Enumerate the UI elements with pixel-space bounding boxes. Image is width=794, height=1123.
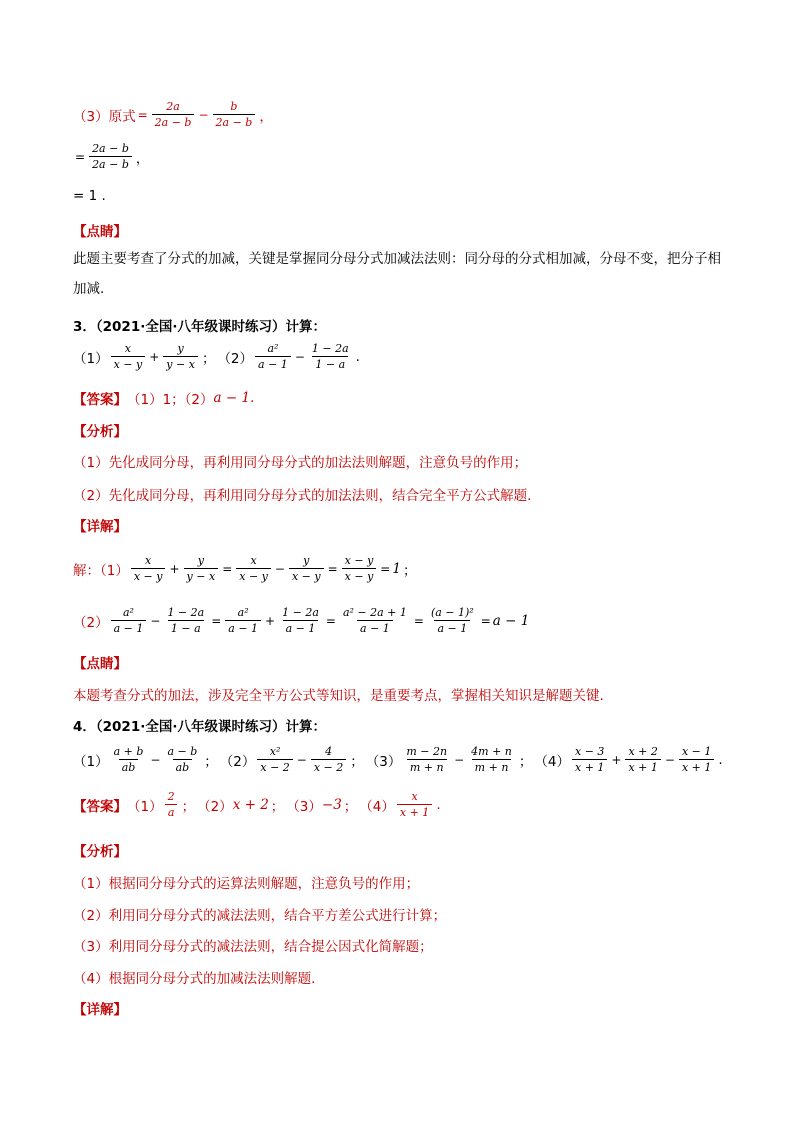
denominator: ab	[119, 759, 139, 774]
period: .	[355, 348, 360, 365]
equals-sign: =	[75, 149, 86, 164]
fraction	[164, 606, 207, 635]
denominator: 2a − b	[213, 114, 256, 129]
equals-sign: =	[137, 107, 148, 122]
numerator: b	[230, 100, 238, 113]
step-3-line-2	[73, 142, 151, 171]
question-4-answer	[73, 790, 443, 819]
denominator: y − x	[184, 568, 219, 583]
numerator: 2a − b	[92, 142, 129, 155]
semicolon: ；	[518, 753, 533, 770]
plus-sign: +	[149, 349, 160, 364]
question-3-analysis-heading	[73, 420, 127, 440]
denominator: a − 1	[111, 620, 147, 635]
fraction	[131, 554, 166, 583]
fraction	[184, 554, 219, 583]
numerator: a²	[267, 342, 279, 355]
question-3-analysis-2: （2）先化成同分母，再利用同分母分式的加法法则，结合完全平方公式解题.	[73, 488, 532, 504]
fraction	[165, 790, 178, 819]
denominator: a − 1	[283, 620, 319, 635]
fraction	[625, 745, 660, 774]
numerator: x − 1	[681, 745, 712, 758]
semicolon: ；	[350, 753, 364, 770]
numerator: a²	[123, 606, 134, 619]
question-4-analysis-3: （3）利用同分母分式的减法法则，结合提公因式化简解题；	[73, 939, 433, 955]
denominator: y − x	[163, 356, 198, 371]
period: .	[250, 390, 255, 406]
section-label: 【详解】	[73, 519, 127, 535]
fraction	[255, 342, 291, 371]
solution-label: （2）	[73, 614, 109, 631]
section-label: 【点睛】	[73, 224, 127, 240]
denominator: 2a − b	[152, 114, 195, 129]
plus-sign: +	[265, 613, 276, 628]
minus-sign: −	[294, 349, 305, 364]
fraction	[468, 745, 515, 774]
item-label: （4）	[534, 753, 570, 770]
minus-sign: −	[198, 107, 209, 122]
semicolon: ；	[402, 562, 417, 579]
semicolon: ；	[204, 753, 218, 770]
semicolon: ；	[181, 798, 196, 815]
fraction	[403, 745, 450, 774]
denominator: x − y	[342, 568, 377, 583]
fraction	[679, 745, 714, 774]
denominator: ab	[173, 759, 193, 774]
denominator: a	[165, 804, 178, 819]
answer-expression: a − 1	[213, 390, 251, 406]
solution-label: 解：（1）	[73, 562, 129, 579]
semicolon: ；	[270, 798, 285, 815]
section-label: 【点睛】	[73, 656, 127, 672]
question-4-analysis-4: （4）根据同分母分式的加减法法则解题.	[73, 971, 316, 987]
plus-sign: +	[169, 561, 180, 576]
denominator: 2a − b	[89, 156, 132, 171]
fraction	[311, 745, 346, 774]
result-value: a − 1	[492, 612, 530, 629]
numerator: a²	[237, 606, 249, 619]
equals-sign: =	[380, 561, 391, 576]
fraction	[572, 745, 607, 774]
item-label: （2）	[197, 798, 233, 815]
fraction	[309, 342, 352, 371]
item-label: （2）	[219, 753, 256, 770]
numerator: 1 − 2a	[282, 606, 319, 619]
period: .	[436, 796, 441, 813]
step-3-line-1	[73, 100, 275, 129]
fraction	[164, 745, 200, 774]
fraction	[342, 554, 377, 583]
item-label: （1）	[127, 798, 163, 815]
question-3-analysis-1: （1）先化成同分母，再利用同分母分式的加法法则解题，注意负号的作用；	[73, 455, 528, 471]
numerator: x	[250, 554, 257, 567]
numerator: y	[303, 554, 310, 567]
dianjing-paragraph-2: 本题考查分式的加法，涉及完全平方公式等知识，是重要考点，掌握相关知识是解题关键.	[73, 688, 604, 704]
fraction	[152, 100, 195, 129]
item-label: （4）	[359, 798, 395, 815]
equals-sign: =	[413, 613, 424, 628]
fraction	[111, 745, 147, 774]
step-label: （3）原式	[73, 108, 136, 125]
denominator: x + 1	[572, 759, 607, 774]
answer-text: （1）1；（2）	[127, 392, 214, 408]
denominator: a − 1	[255, 356, 291, 371]
denominator: m + n	[472, 759, 512, 774]
minus-sign: −	[274, 561, 285, 576]
item-label: （1）	[73, 350, 109, 367]
numerator: m − 2n	[406, 745, 448, 758]
question-3-title: 3．（2021·全国·八年级课时练习）计算：	[73, 319, 326, 335]
semicolon: ；	[343, 798, 358, 815]
denominator: a − 1	[357, 620, 393, 635]
question-4-analysis-1: （1）根据同分母分式的运算法则解题，注意负号的作用；	[73, 876, 420, 892]
denominator: 1 − a	[168, 620, 204, 635]
numerator: x + 2	[628, 745, 658, 758]
numerator: y	[177, 342, 184, 355]
fraction	[225, 606, 261, 635]
numerator: 2a	[166, 100, 180, 113]
item-label: （3）	[365, 753, 402, 770]
fraction	[213, 100, 256, 129]
minus-sign: −	[296, 752, 307, 767]
equals-sign: =	[325, 613, 336, 628]
fraction	[111, 342, 146, 371]
question-4-problems	[73, 745, 725, 774]
numerator: a − b	[167, 745, 198, 758]
question-3-solution-1	[73, 554, 418, 583]
result-text: = 1 .	[73, 188, 106, 204]
equals-sign: =	[222, 561, 233, 576]
denominator: x − y	[289, 568, 324, 583]
numerator: 4m + n	[471, 745, 512, 758]
question-3-solution-2	[73, 606, 529, 635]
denominator: m + n	[407, 759, 447, 774]
denominator: x + 1	[397, 804, 432, 819]
denominator: x − y	[111, 356, 146, 371]
denominator: x − y	[131, 568, 166, 583]
fraction	[289, 554, 324, 583]
question-3-problems	[73, 342, 362, 371]
numerator: (a − 1)²	[430, 606, 474, 619]
fraction	[111, 606, 147, 635]
comma: ，	[259, 108, 273, 125]
numerator: y	[197, 554, 204, 567]
numerator: 2	[167, 790, 175, 803]
item-label: （3）	[286, 798, 322, 815]
fraction	[397, 790, 432, 819]
numerator: 1 − 2a	[167, 606, 205, 619]
step-3-line-3	[73, 188, 106, 204]
section-label: 【分析】	[73, 844, 127, 860]
question-4-title: 4．（2021·全国·八年级课时练习）计算：	[73, 719, 326, 735]
period: .	[718, 751, 723, 768]
answer-expression: −3	[321, 796, 342, 813]
numerator: 4	[325, 745, 333, 758]
dianjing-heading-2	[73, 652, 127, 672]
numerator: x − 3	[575, 745, 605, 758]
semicolon: ；	[201, 350, 216, 367]
numerator: x − y	[344, 554, 374, 567]
question-4-detail-heading	[73, 998, 127, 1018]
section-label: 【答案】	[73, 392, 127, 408]
denominator: x + 1	[625, 759, 660, 774]
section-label: 【详解】	[73, 1002, 127, 1018]
numerator: 1 − 2a	[311, 342, 349, 355]
numerator: x²	[269, 745, 281, 758]
plus-sign: +	[611, 752, 622, 767]
equals-sign: =	[211, 613, 222, 628]
equals-sign: =	[327, 561, 338, 576]
numerator: a + b	[113, 745, 144, 758]
denominator: a − 1	[434, 620, 470, 635]
fraction	[340, 606, 410, 635]
item-label: （1）	[73, 753, 109, 770]
comma: ，	[135, 150, 150, 167]
question-3-detail-heading	[73, 515, 127, 535]
item-label: （2）	[217, 350, 254, 367]
result-value: 1	[392, 560, 401, 577]
denominator: a − 1	[225, 620, 261, 635]
numerator: x	[411, 790, 418, 803]
fraction	[279, 606, 322, 635]
denominator: 1 − a	[312, 356, 348, 371]
minus-sign: −	[150, 752, 161, 767]
denominator: x − 2	[257, 759, 292, 774]
fraction	[236, 554, 271, 583]
fraction	[89, 142, 132, 171]
denominator: x + 1	[679, 759, 714, 774]
minus-sign: −	[454, 752, 465, 767]
minus-sign: −	[150, 613, 161, 628]
numerator: a² − 2a + 1	[342, 606, 407, 619]
fraction	[163, 342, 198, 371]
section-label: 【分析】	[73, 424, 127, 440]
equals-sign: =	[480, 613, 491, 628]
numerator: x	[124, 342, 132, 355]
denominator: x − y	[236, 568, 271, 583]
fraction	[257, 745, 292, 774]
denominator: x − 2	[311, 759, 346, 774]
answer-expression: x + 2	[232, 796, 269, 813]
question-4-analysis-heading	[73, 840, 127, 860]
numerator: x	[145, 554, 152, 567]
minus-sign: −	[664, 752, 675, 767]
dianjing-paragraph-1: 此题主要考查了分式的加减，关键是掌握同分母分式加减法法则：同分母的分式相加减，分母不变，把分子相加减.	[73, 251, 721, 297]
dianjing-heading-1	[73, 220, 127, 240]
question-3-answer	[73, 388, 254, 408]
question-4-analysis-2: （2）利用同分母分式的减法法则，结合平方差公式进行计算；	[73, 908, 447, 924]
section-label: 【答案】	[73, 798, 127, 815]
fraction	[428, 606, 477, 635]
